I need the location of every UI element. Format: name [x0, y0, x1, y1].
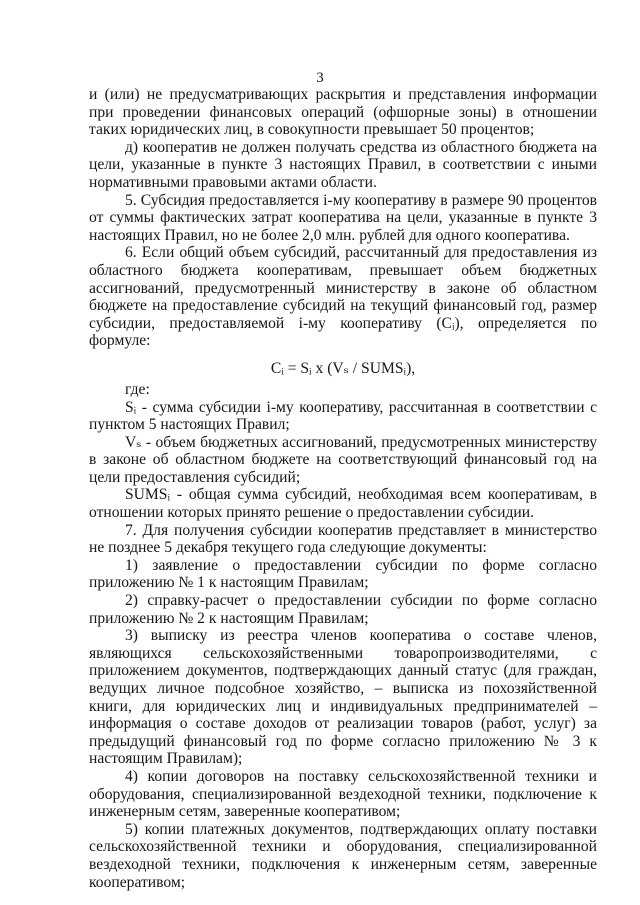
- paragraph-5-subsidy-amount: 5. Субсидия предоставляется i-му кооперативу в размере 90 процентов от суммы фактических затрат кооператива на цели, указанные в пункте 3 настоящих Правил, но не более 2,0 млн. рублей для одного кооператива.: [89, 191, 597, 244]
- list-item-3-register-extract: 3) выписку из реестра членов кооператива о составе членов, являющихся сельскохозяйственными товаропроизводителями, с приложением документов, подтверждающих данный статус (для граждан, ведущих личное подсобное хозяйство, – выписка из похозяйственной книги, для юридических лиц и индивидуальных предпринимателей – информация о составе доходов от реализации товаров (работ, услуг) за предыдущий финансовый год по форме согласно приложению № 3 к настоящим Правилам);: [89, 627, 597, 768]
- subsidy-formula: Cᵢ = Sᵢ x (Vₛ / SUMSᵢ),: [270, 359, 416, 377]
- definition-si: Sᵢ - сумма субсидии i-му кооперативу, рассчитанная в соответствии с пунктом 5 настоящих Правил;: [89, 398, 597, 434]
- definition-vs: Vₛ - объем бюджетных ассигнований, предусмотренных министерству в законе об областном бюджете на соответствующий финансовый год на цели предоставления субсидий;: [89, 433, 597, 486]
- definition-sums: SUMSᵢ - общая сумма субсидий, необходимая всем кооперативам, в отношении которых принято решение о предоставлении субсидии.: [89, 486, 597, 522]
- paragraph-item-d: д) кооператив не должен получать средства из областного бюджета на цели, указанные в пункте 3 настоящих Правил, в соответствии с иными нормативными правовыми актами области.: [89, 138, 597, 191]
- where-label: где:: [125, 380, 150, 398]
- page-number: 3: [316, 70, 324, 86]
- paragraph-offshore-continuation: и (или) не предусматривающих раскрытия и представления информации при проведении финансовых операций (офшорные зоны) в отношении таких юридических лиц, в совокупности превышает 50 процентов;: [89, 86, 597, 139]
- list-item-1-application: 1) заявление о предоставлении субсидии по форме согласно приложению № 1 к настоящим Правилам;: [89, 556, 597, 592]
- paragraph-7-documents: 7. Для получения субсидии кооператив представляет в министерство не позднее 5 декабря текущего года следующие документы:: [89, 521, 597, 557]
- list-item-2-calculation: 2) справку-расчет о предоставлении субсидии по форме согласно приложению № 2 к настоящим Правилам;: [89, 592, 597, 627]
- list-item-4-contracts: 4) копии договоров на поставку сельскохозяйственной техники и оборудования, специализированной вездеходной техники, подключение к инженерным сетям, заверенные кооперативом;: [89, 767, 597, 821]
- paragraph-6-formula-intro: 6. Если общий объем субсидий, рассчитанный для предоставления из областного бюджета кооперативам, превышает объем бюджетных ассигнований, предусмотренный министерству в законе об областном бюджете на предоставление субсидий на текущий финансовый год, размер субсидии, предоставляемой i-му кооперативу (Cᵢ), определяется по формуле:: [89, 244, 597, 350]
- list-item-5-payment-documents: 5) копии платежных документов, подтверждающих оплату поставки сельскохозяйственной техники и оборудования, специализированной вездеходной техники, подключения к инженерным сетям, заверенные кооперативом;: [89, 820, 597, 891]
- document-body: [89, 86, 597, 891]
